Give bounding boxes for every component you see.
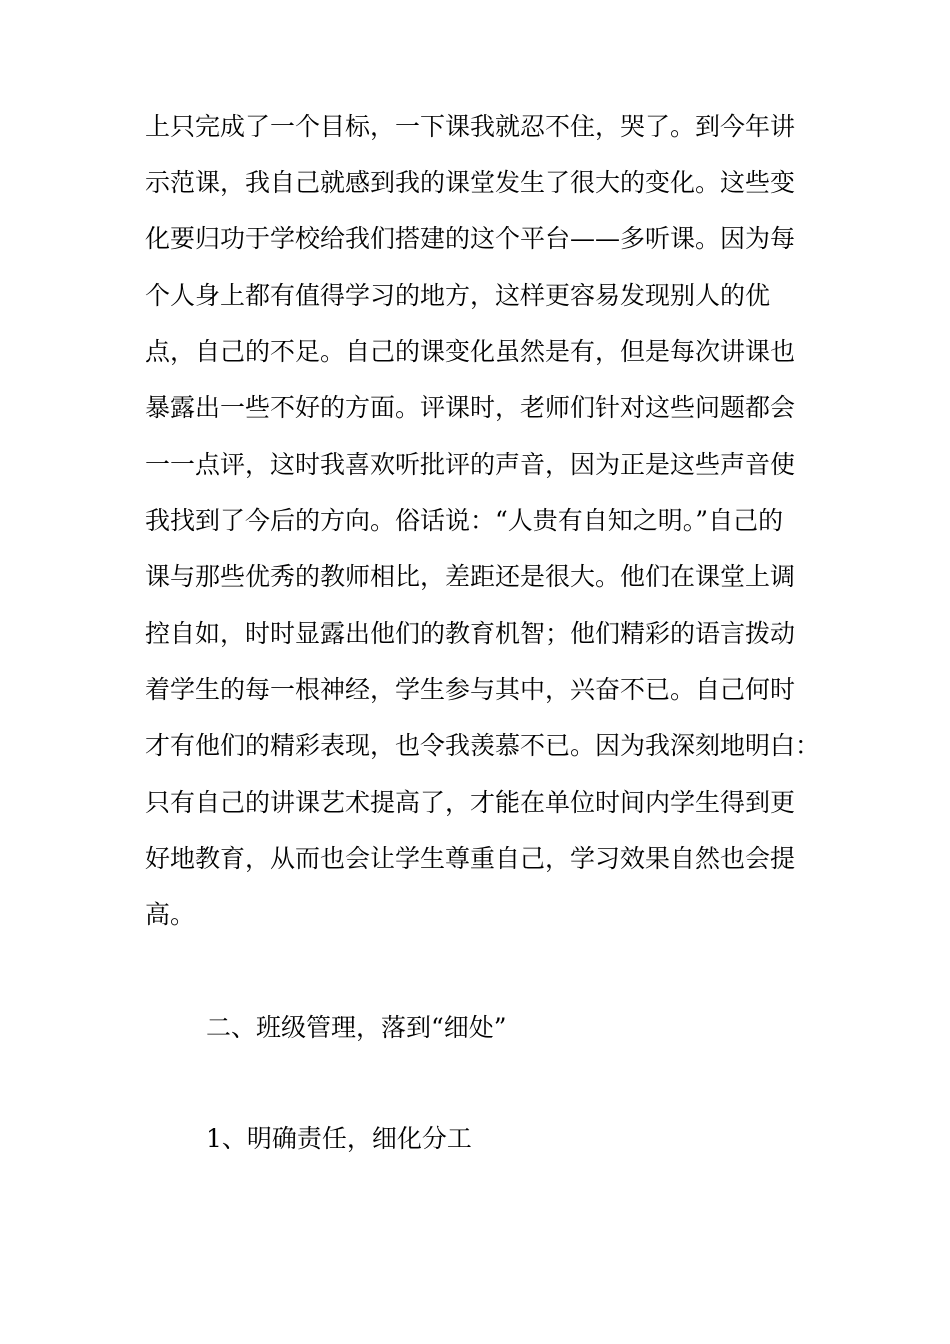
paragraph-line: 暴露出一些不好的方面。评课时，老师们针对这些问题都会 [145,393,796,422]
subsection-heading: 1、明确责任，细化分工 [206,1124,472,1153]
paragraph-line: 才有他们的精彩表现，也令我羡慕不已。因为我深刻地明白： [145,731,821,760]
paragraph-line: 上只完成了一个目标，一下课我就忍不住，哭了。到今年讲 [145,112,796,141]
paragraph-line: 着学生的每一根神经，学生参与其中，兴奋不已。自己何时 [145,675,796,704]
paragraph-line: 化要归功于学校给我们搭建的这个平台——多听课。因为每 [145,224,796,253]
paragraph-line: 课与那些优秀的教师相比，差距还是很大。他们在课堂上调 [145,562,796,591]
paragraph-line: 高。 [145,900,196,929]
paragraph-line: 个人身上都有值得学习的地方，这样更容易发现别人的优 [145,281,771,310]
paragraph-line: 只有自己的讲课艺术提高了，才能在单位时间内学生得到更 [145,788,796,817]
paragraph-line: 点，自己的不足。自己的课变化虽然是有，但是每次讲课也 [145,337,796,366]
section-heading: 二、班级管理，落到“细处” [206,1013,507,1042]
paragraph-line: 一一点评，这时我喜欢听批评的声音，因为正是这些声音使 [145,450,796,479]
paragraph-line: 我找到了今后的方向。俗话说：“人贵有自知之明。”自己的 [145,506,784,535]
paragraph-line: 控自如，时时显露出他们的教育机智；他们精彩的语言拨动 [145,619,796,648]
paragraph-line: 示范课，我自己就感到我的课堂发生了很大的变化。这些变 [145,168,796,197]
paragraph-line: 好地教育，从而也会让学生尊重自己，学习效果自然也会提 [145,844,796,873]
